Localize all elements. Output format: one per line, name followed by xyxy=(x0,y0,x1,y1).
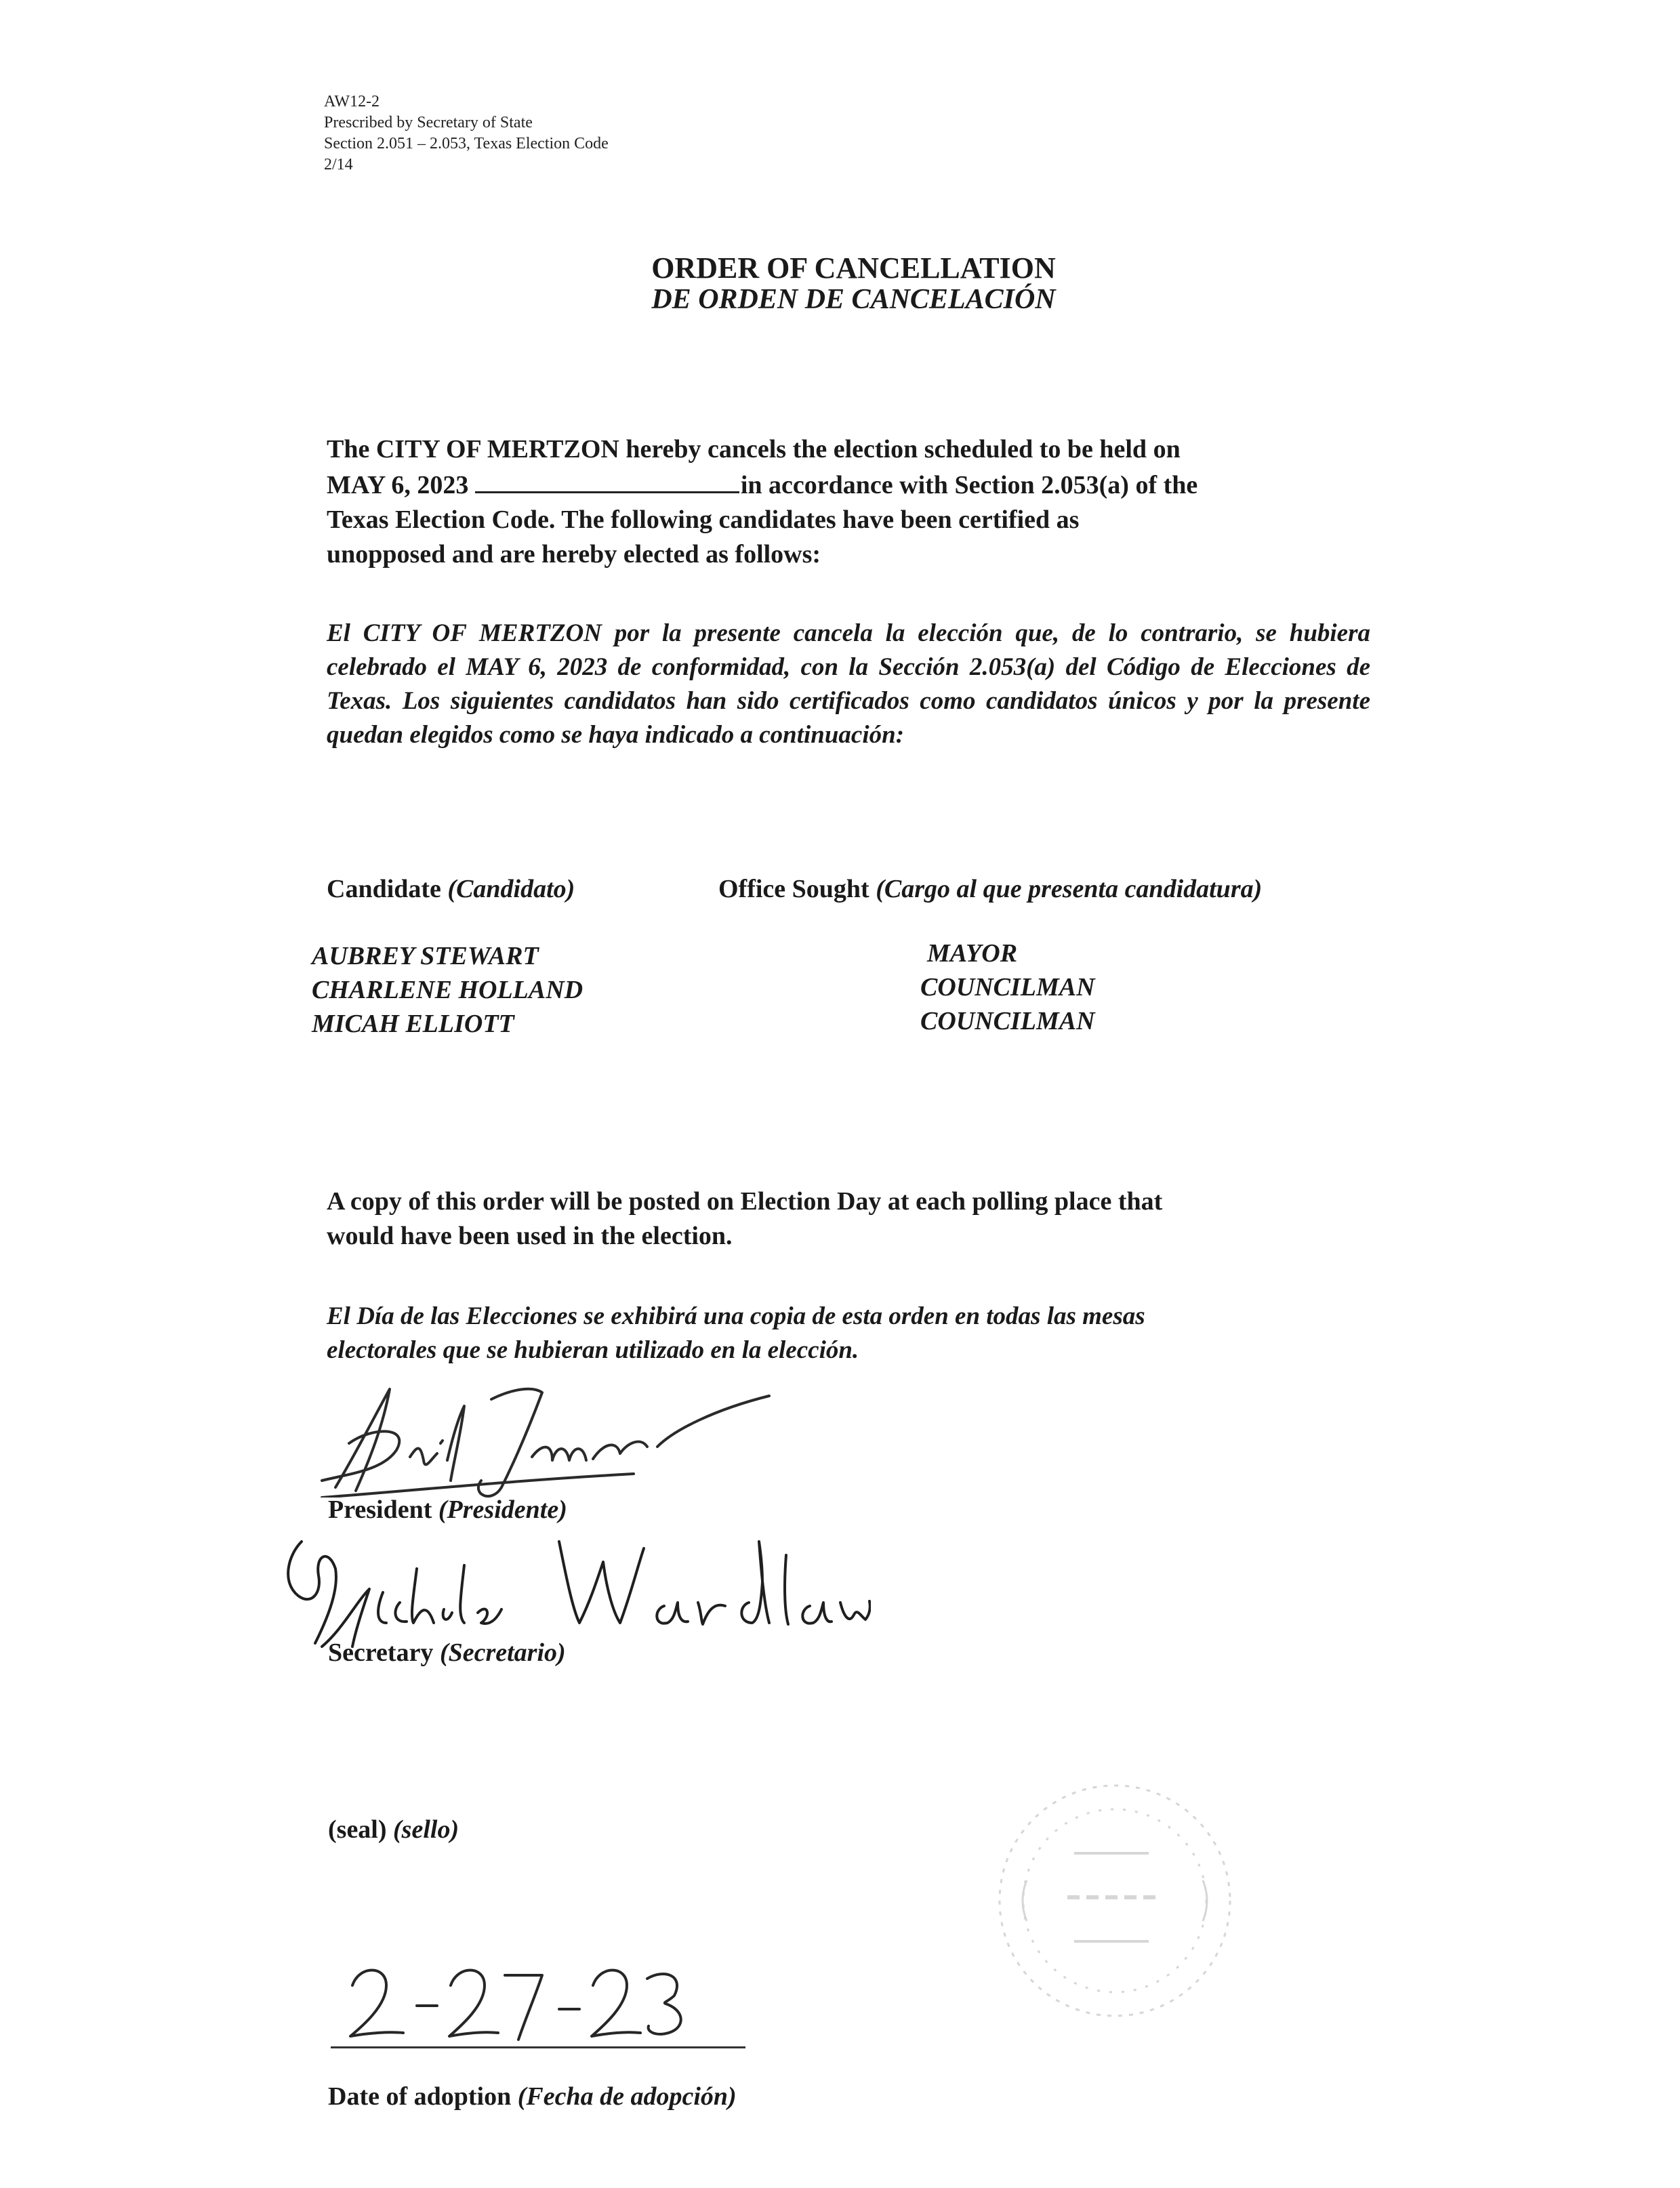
candidate-names xyxy=(312,939,583,1041)
body-line-3: Texas Election Code. The following candidates have been certified as xyxy=(327,505,1080,534)
secretary-label-es: (Secretario) xyxy=(439,1638,566,1667)
offices-sought xyxy=(920,936,1095,1038)
posting-line-2: would have been used in the election. xyxy=(327,1222,733,1250)
code-section: Section 2.051 – 2.053, Texas Election Code xyxy=(324,135,609,152)
blank-line xyxy=(475,467,739,493)
secretary-label: Secretary (Secretario) xyxy=(328,1638,566,1667)
posting-line-1: A copy of this order will be posted on Election Day at each polling place that xyxy=(327,1187,1163,1216)
revision-date: 2/14 xyxy=(324,156,353,173)
list-item: CHARLENE HOLLAND xyxy=(312,976,583,1004)
form-number: AW12-2 xyxy=(324,93,380,110)
body-line-2-rest: in accordance with Section 2.053(a) of the xyxy=(740,471,1198,499)
prescribed-by: Prescribed by Secretary of State xyxy=(324,114,533,131)
office-column-label-es: (Cargo al que presenta candidatura) xyxy=(876,875,1263,903)
president-signature xyxy=(308,1379,783,1498)
posting-es-line-1: El Día de las Elecciones se exhibirá una copia de esta orden en todas las mesas xyxy=(327,1302,1145,1330)
list-item: COUNCILMAN xyxy=(920,973,1095,1002)
cancellation-statement-english xyxy=(327,432,1370,572)
posting-notice-spanish xyxy=(327,1300,1370,1367)
embossed-seal-image xyxy=(986,1772,1244,2029)
body-line-4: unopposed and are hereby elected as follows: xyxy=(327,540,821,569)
office-column-label: Office Sought (Cargo al que presenta candidatura) xyxy=(718,875,1263,903)
title-english: ORDER OF CANCELLATION xyxy=(651,251,1056,285)
posting-notice-english xyxy=(327,1184,1370,1254)
cancellation-statement-spanish: El CITY OF MERTZON por la presente cancela la elección que, de lo contrario, se hubiera celebrado el MAY 6, 2023 de conformidad, con la Sección 2.053(a) del Código de Elecciones de Texas. Los siguientes candidatos han sido certificados como candidatos únicos y por la presente quedan elegidos como se haya indicado a continuación: xyxy=(327,619,1370,749)
list-item: MAYOR xyxy=(927,939,1018,968)
seal-label: (seal) (sello) xyxy=(328,1815,459,1844)
seal-label-es: (sello) xyxy=(393,1815,459,1844)
president-label: President (Presidente) xyxy=(328,1495,567,1524)
title-spanish: DE ORDEN DE CANCELACIÓN xyxy=(651,284,1056,315)
date-line xyxy=(331,2046,745,2048)
form-header xyxy=(324,91,609,176)
body-line-2 xyxy=(327,467,1370,503)
body-line-1: The CITY OF MERTZON hereby cancels the election scheduled to be held on xyxy=(327,435,1181,463)
president-label-es: (Presidente) xyxy=(438,1495,567,1524)
date-of-adoption-label: Date of adoption (Fecha de adopción) xyxy=(328,2082,737,2111)
election-date: MAY 6, 2023 xyxy=(327,471,469,499)
candidate-column-label-es: (Candidato) xyxy=(447,875,575,903)
date-of-adoption-label-es: (Fecha de adopción) xyxy=(517,2082,737,2111)
candidate-column-label: Candidate (Candidato) xyxy=(327,875,575,903)
posting-es-line-2: electorales que se hubieran utilizado en la elección. xyxy=(327,1336,859,1364)
list-item: MICAH ELLIOTT xyxy=(312,1010,514,1038)
list-item: COUNCILMAN xyxy=(920,1007,1095,1035)
handwritten-date xyxy=(342,1958,695,2046)
list-item: AUBREY STEWART xyxy=(312,942,539,970)
